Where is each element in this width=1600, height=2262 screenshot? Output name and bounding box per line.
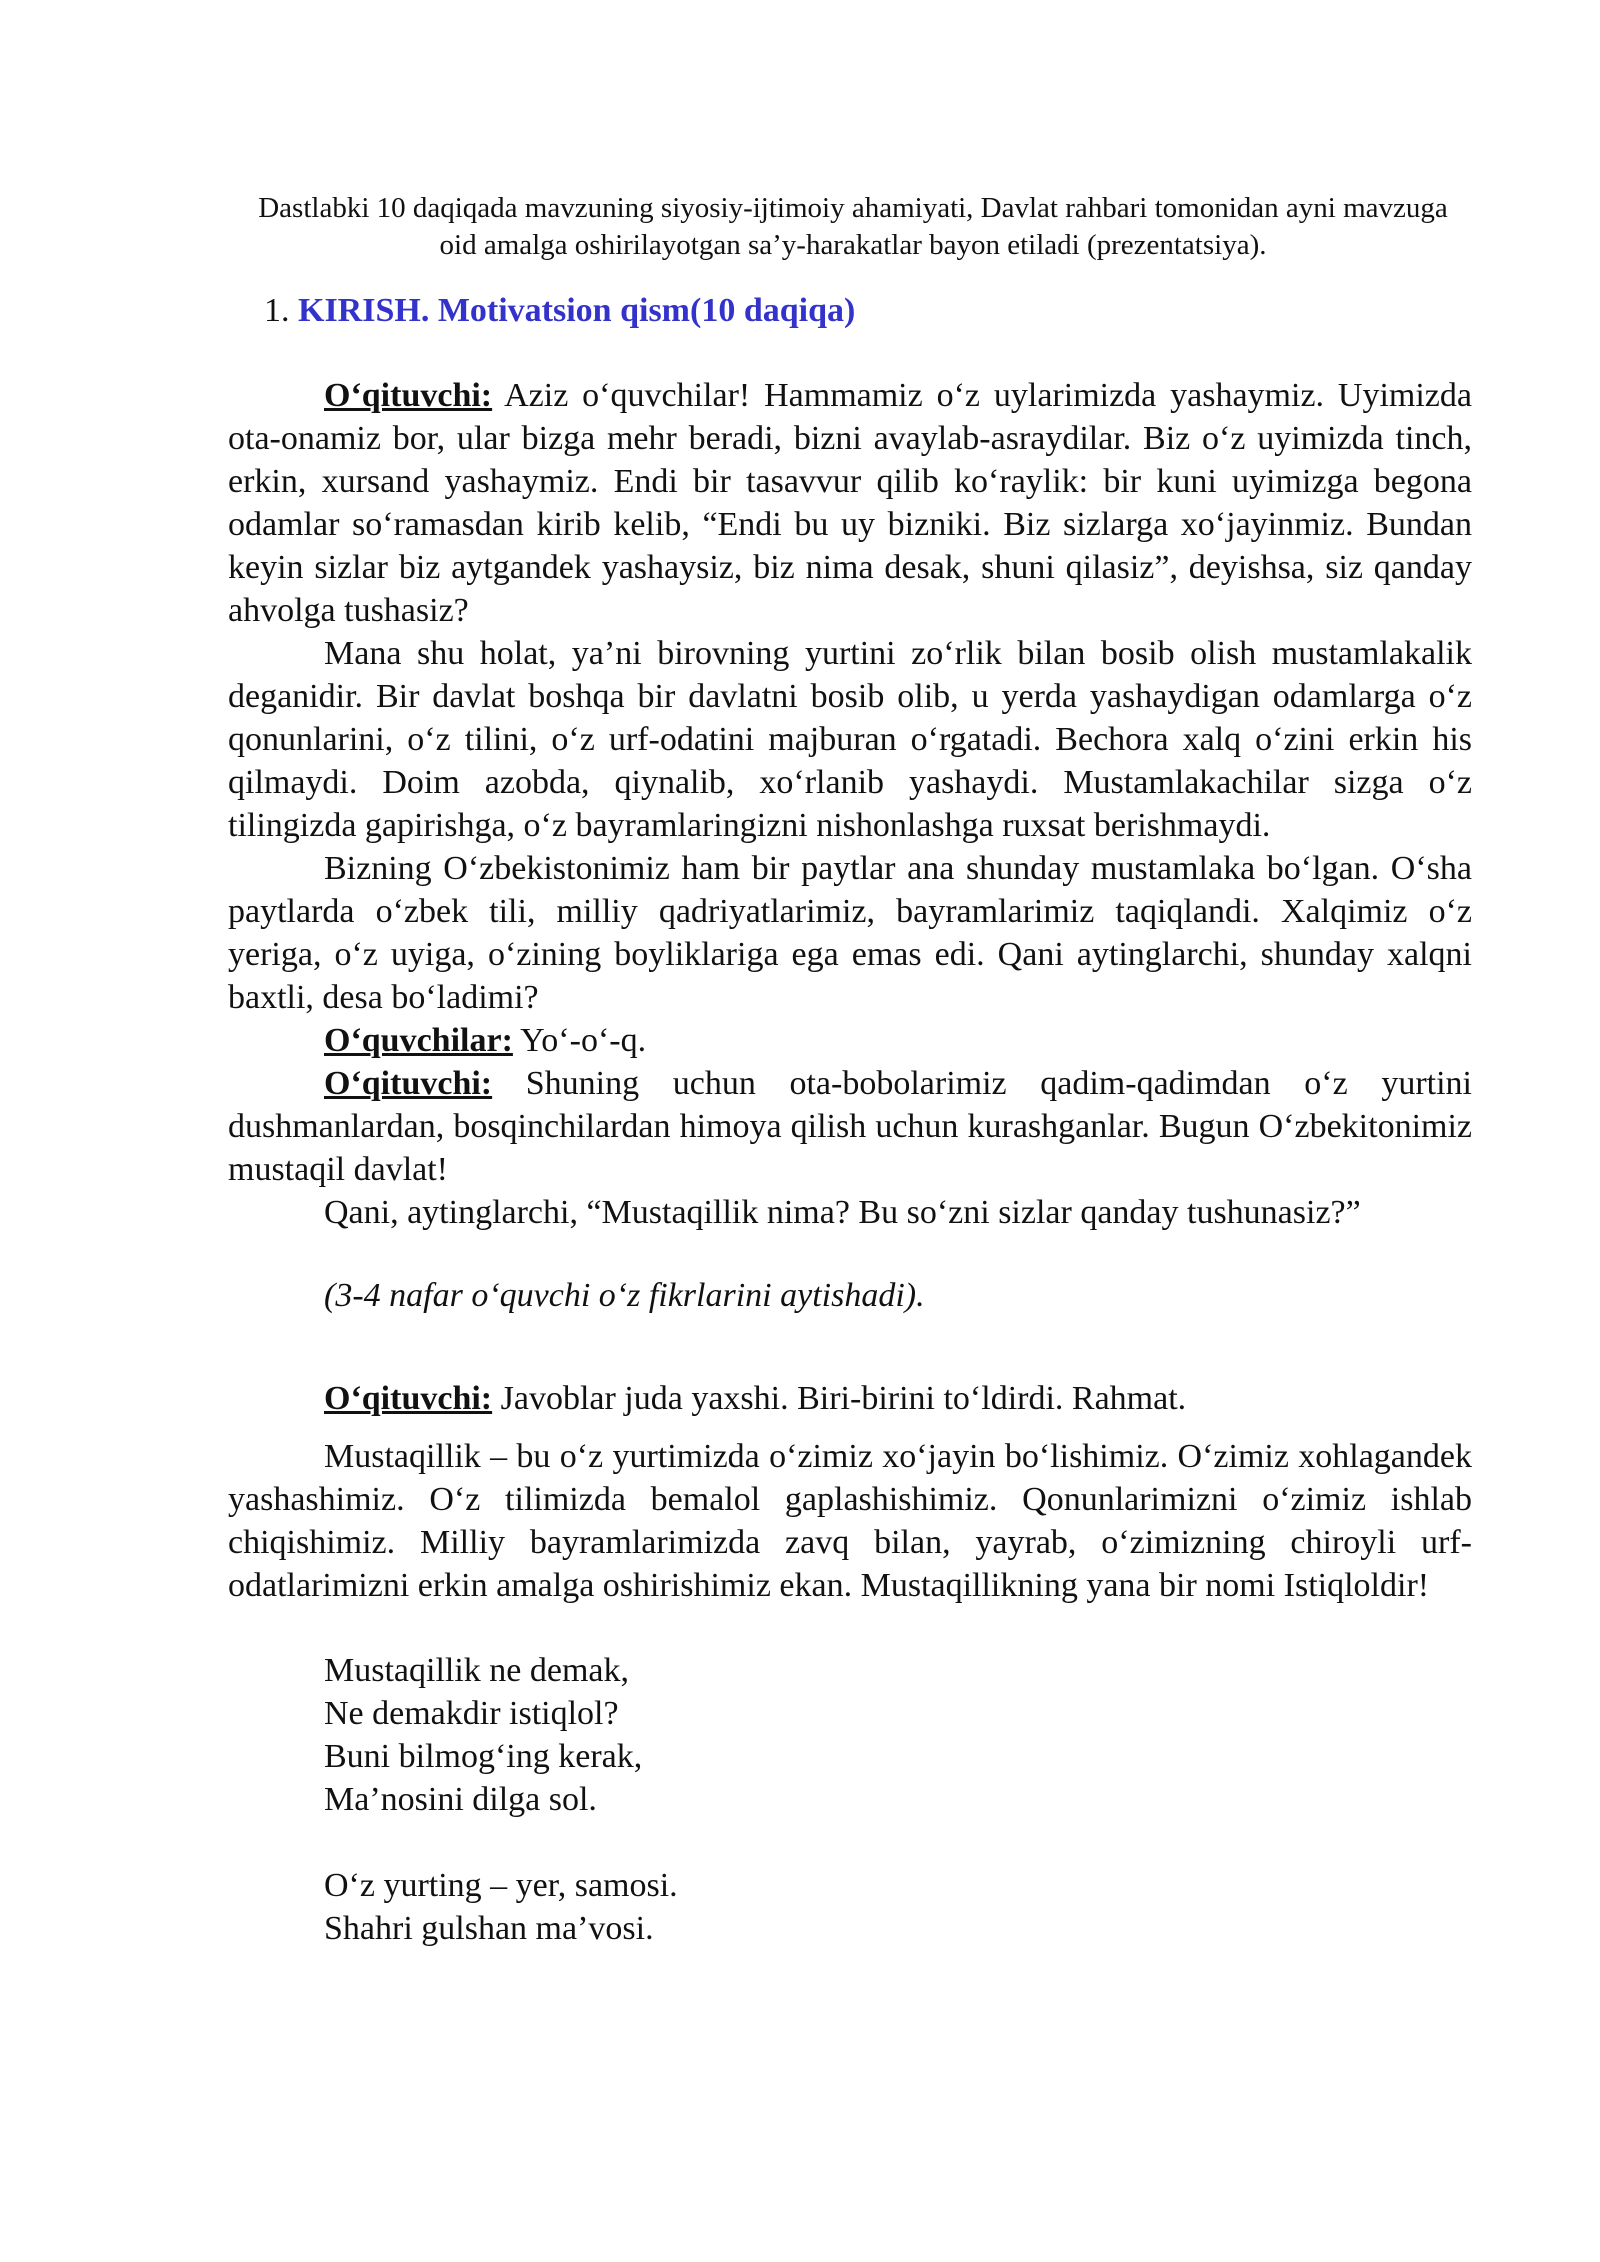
paragraph-uzbekistan-past: Bizning O‘zbekistonimiz ham bir paytlar ana shunday mustamlaka bo‘lgan. O‘sha paytlarda o‘zbek tili, milliy qadriyatlarimiz, bayramlarimiz taqiqlandi. Xalqimiz o‘z yeriga, o‘z uyiga, o‘zining boyliklariga ega emas edi. Qani aytinglarchi, shunday xalqni baxtli, desa bo‘ladimi?	[228, 850, 1472, 1016]
speaker-label-students: O‘quvchilar:	[324, 1022, 513, 1059]
paragraph-independence-meaning: Mustaqillik – bu o‘z yurtimizda o‘zimiz xo‘jayin bo‘lishimiz. O‘zimiz xohlagandek yashashimiz. O‘z tilimizda bemalol gaplashishimiz. Qonunlarimizni o‘zimiz ishlab chiqishimiz. Milliy bayramlarimizda zavq bilan, yayrab, o‘zimizning chiroyli urf-odatlarimizni erkin amalga oshirishimiz ekan. Mustaqillikning yana bir nomi Istiqloldir!	[228, 1438, 1472, 1604]
italic-note: (3-4 nafar o‘quvchi o‘z fikrlarini aytishadi).	[324, 1277, 925, 1314]
poem-line: Ma’nosini dilga sol.	[324, 1781, 597, 1818]
section-number: 1.	[264, 292, 290, 329]
poem-line: Ne demakdir istiqlol?	[324, 1695, 619, 1732]
speaker-label-teacher: O‘qituvchi:	[324, 1380, 493, 1417]
intro-paragraph: Dastlabki 10 daqiqada mavzuning siyosiy-ijtimoiy ahamiyati, Davlat rahbari tomonidan ayni mavzuga oid amalga oshirilayotgan sa’y-harakatlar bayon etiladi (prezentatsiya).	[258, 192, 1448, 261]
teacher-paragraph-3	[228, 1377, 1472, 1420]
poem-line: Shahri gulshan ma’vosi.	[324, 1910, 654, 1947]
paragraph-text: Aziz o‘quvchilar! Hammamiz o‘z uylarimizda yashaymiz. Uyimizda ota-onamiz bor, ular bizga mehr beradi, bizni avaylab-asraydilar. Biz o‘z uyimizda tinch, erkin, xursand yashaymiz. Endi bir tasavvur qilib ko‘raylik: bir kuni uyimizga begona odamlar so‘ramasdan kirib kelib, “Endi bu uy bizniki. Biz sizlarga xo‘jayinmiz. Bundan keyin sizlar biz aytgandek yashaysiz, biz nima desak, shuni qilasiz”, deyishsa, siz qanday ahvolga tushasiz?	[228, 377, 1472, 629]
spacer	[228, 1420, 1472, 1435]
paragraph-text: Javoblar juda yaxshi. Biri-birini to‘ldirdi. Rahmat.	[492, 1380, 1187, 1417]
teacher-paragraph-2	[228, 1062, 1472, 1191]
poem-line: O‘z yurting – yer, samosi.	[324, 1867, 678, 1904]
question-paragraph: Qani, aytinglarchi, “Mustaqillik nima? Bu so‘zni sizlar qanday tushunasiz?”	[324, 1194, 1361, 1231]
paragraph-colonialism: Mana shu holat, ya’ni birovning yurtini zo‘rlik bilan bosib olish mustamlakalik deganidir. Bir davlat boshqa bir davlatni bosib olib, u yerda yashaydigan odamlarga o‘z qonunlarini, o‘z tilini, o‘z urf-odatini majburan o‘rgatadi. Bechora xalq o‘zini erkin his qilmaydi. Doim azobda, qiynalib, xo‘rlanib yashaydi. Mustamlakachilar sizga o‘z tilingizda gapirishga, o‘z bayramlaringizni nishonlashga ruxsat berishmaydi.	[228, 635, 1472, 844]
document-page	[228, 190, 1472, 1993]
poem-stanza-2	[324, 1864, 1472, 1950]
poem-stanza-1	[324, 1649, 1472, 1821]
section-heading	[264, 288, 1472, 334]
section-title: KIRISH. Motivatsion qism(10 daqiqa)	[298, 292, 856, 329]
lesson-body	[228, 374, 1472, 1950]
poem-line: Mustaqillik ne demak,	[324, 1652, 630, 1689]
poem	[324, 1649, 1472, 1950]
paragraph-text: Yo‘-o‘-q.	[512, 1022, 647, 1059]
paragraph-text: Shuning uchun ota-bobolarimiz qadim-qadimdan o‘z yurtini dushmanlardan, bosqinchilardan himoya qilish uchun kurashganlar. Bugun O‘zbekitonimiz mustaqil davlat!	[228, 1065, 1472, 1188]
speaker-label-teacher: O‘qituvchi:	[324, 1065, 493, 1102]
speaker-label-teacher: O‘qituvchi:	[324, 377, 493, 414]
students-answer-paragraph	[228, 1019, 1472, 1062]
teacher-paragraph-1	[228, 374, 1472, 632]
poem-line: Buni bilmog‘ing kerak,	[324, 1738, 643, 1775]
